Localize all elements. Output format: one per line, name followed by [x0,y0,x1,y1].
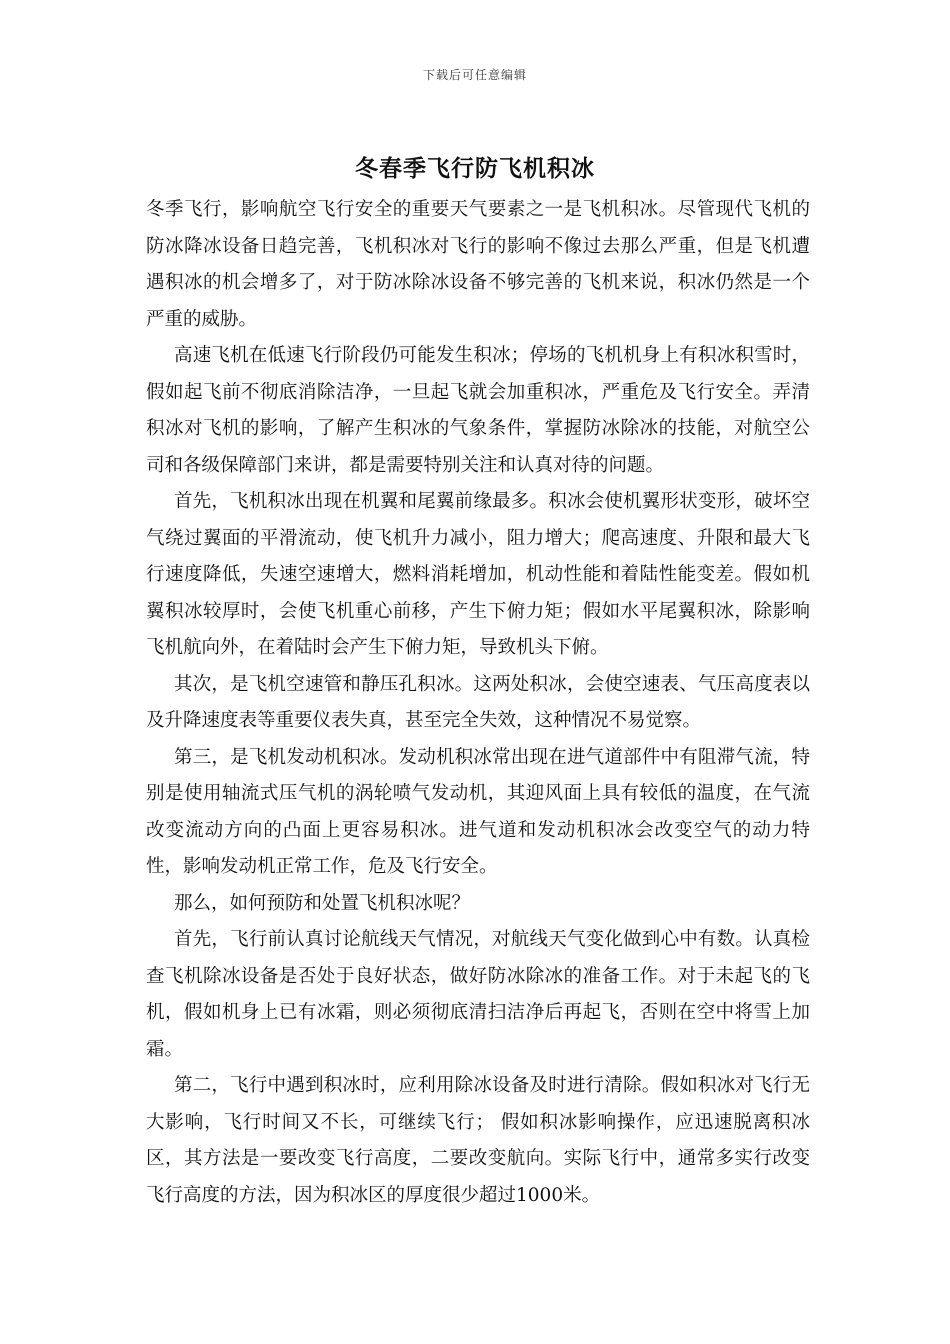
document-body [146,192,810,1214]
paragraph: 首先，飞机积冰出现在机翼和尾翼前缘最多。积冰会使机翼形状变形，破坏空气绕过翼面的平滑流动，使飞机升力减小，阻力增大；爬高速度、升限和最大飞行速度降低，失速空速增大，燃料消耗增加，机动性能和着陆性能变差。假如机翼积冰较厚时，会使飞机重心前移，产生下俯力矩；假如水平尾翼积冰，除影响飞机航向外，在着陆时会产生下俯力矩，导致机头下俯。 [146,491,810,658]
paragraph: 高速飞机在低速飞行阶段仍可能发生积冰；停场的飞机机身上有积冰积雪时，假如起飞前不彻底消除洁净，一旦起飞就会加重积冰，严重危及飞行安全。弄清积冰对飞机的影响，了解产生积冰的气象条件，掌握防冰除冰的技能，对航空公司和各级保障部门来讲，都是需要特别关注和认真对待的问题。 [146,345,810,476]
document-title: 冬春季飞行防飞机积冰 [355,156,595,182]
paragraph: 第二，飞行中遇到积冰时，应利用除冰设备及时进行清除。假如积冰对飞行无大影响，飞行时间又不长，可继续飞行； 假如积冰影响操作，应迅速脱离积冰区，其方法是一要改变飞行高度，二要改变航向。实际飞行中，通常多实行改变飞行高度的方法，因为积冰区的厚度很少超过1000米。 [146,1075,810,1206]
paragraph: 冬季飞行，影响航空飞行安全的重要天气要素之一是飞机积冰。尽管现代飞机的防冰降冰设备日趋完善，飞机积冰对飞行的影响不像过去那么严重，但是飞机遭遇积冰的机会增多了，对于防冰除冰设备不够完善的飞机来说，积冰仍然是一个严重的威胁。 [146,199,810,330]
paragraph: 首先，飞行前认真讨论航线天气情况，对航线天气变化做到心中有数。认真检查飞机除冰设备是否处于良好状态，做好防冰除冰的准备工作。对于未起飞的飞机，假如机身上已有冰霜，则必须彻底清扫洁净后再起飞，否则在空中将雪上加霜。 [146,929,810,1060]
paragraph: 那么，如何预防和处置飞机积冰呢？ [174,892,471,914]
paragraph: 其次，是飞机空速管和静压孔积冰。这两处积冰，会使空速表、气压高度表以及升降速度表等重要仪表失真，甚至完全失效，这种情况不易觉察。 [146,673,810,731]
header-note: 下载后可任意编辑 [422,68,527,82]
paragraph: 第三，是飞机发动机积冰。发动机积冰常出现在进气道部件中有阻滞气流，特别是使用轴流式压气机的涡轮喷气发动机，其迎风面上具有较低的温度，在气流改变流动方向的凸面上更容易积冰。进气道和发动机积冰会改变空气的动力特性，影响发动机正常工作，危及飞行安全。 [146,746,810,877]
